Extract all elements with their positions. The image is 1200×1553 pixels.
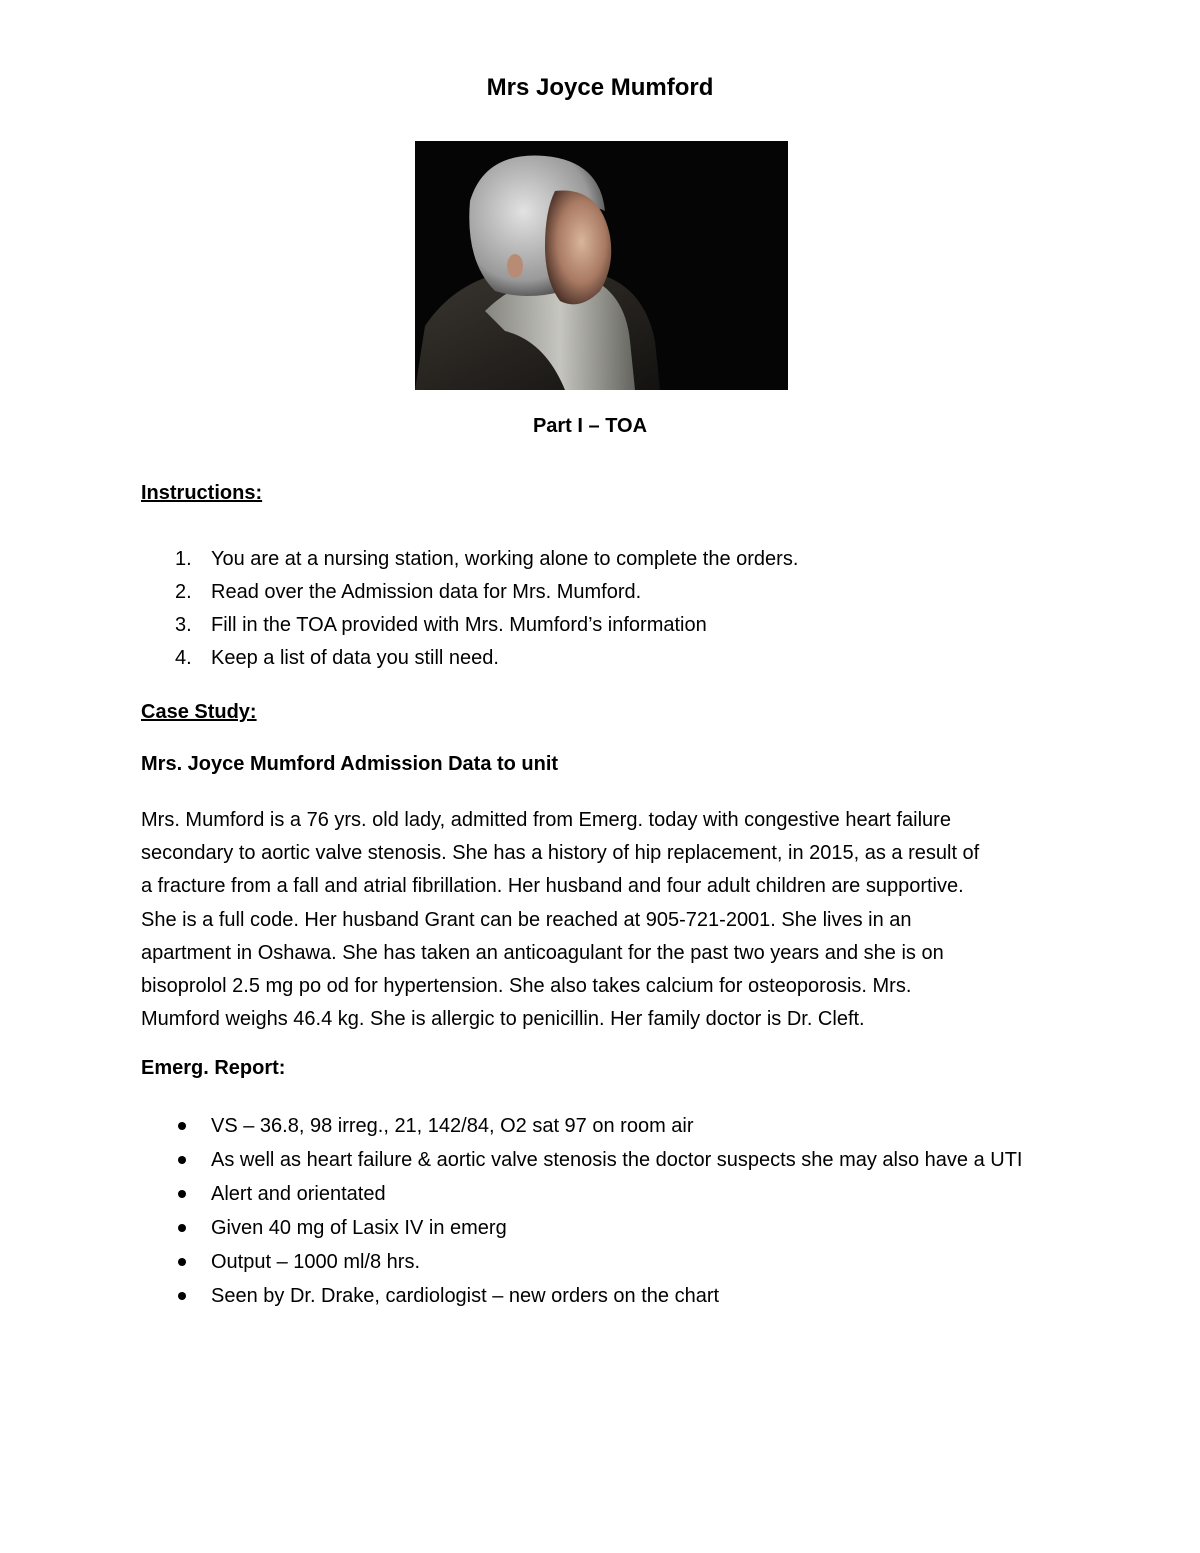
list-number: 2.	[175, 581, 192, 603]
list-item	[141, 1245, 1061, 1279]
list-item-text: Output – 1000 ml/8 hrs.	[211, 1251, 421, 1273]
case-study-heading: Case Study:	[141, 701, 257, 723]
instructions-list	[141, 548, 798, 680]
list-item-text: Fill in the TOA provided with Mrs. Mumford’s information	[211, 614, 707, 636]
list-item-text: Given 40 mg of Lasix IV in emerg	[211, 1217, 507, 1239]
list-item	[141, 1109, 1061, 1143]
bullet-icon	[178, 1224, 186, 1232]
list-item-text: Keep a list of data you still need.	[211, 647, 499, 669]
bullet-icon	[178, 1292, 186, 1300]
list-item-text: Seen by Dr. Drake, cardiologist – new orders on the chart	[211, 1285, 720, 1307]
list-item-text: VS – 36.8, 98 irreg., 21, 142/84, O2 sat 97 on room air	[211, 1115, 694, 1137]
elderly-woman-portrait-icon	[415, 141, 788, 390]
paragraph-line: secondary to aortic valve stenosis. She has a history of hip replacement, in 2015, as a result of	[141, 842, 980, 865]
instructions-section	[141, 482, 262, 504]
case-study-paragraph	[141, 804, 1061, 1036]
list-item-text: Read over the Admission data for Mrs. Mumford.	[211, 581, 642, 603]
instructions-heading: Instructions:	[141, 482, 263, 504]
bullet-icon	[178, 1122, 186, 1130]
paragraph-line: bisoprolol 2.5 mg po od for hypertension. She also takes calcium for osteoporosis. Mrs.	[141, 975, 912, 998]
bullet-icon	[178, 1258, 186, 1266]
list-number: 3.	[175, 614, 192, 636]
paragraph-line: a fracture from a fall and atrial fibrillation. Her husband and four adult children are supportive.	[141, 875, 964, 898]
emerg-report-heading: Emerg. Report:	[141, 1057, 286, 1079]
bullet-icon	[178, 1156, 186, 1164]
list-item-text: As well as heart failure & aortic valve stenosis the doctor suspects she may also have a UTI	[211, 1149, 1023, 1171]
list-number: 1.	[175, 548, 192, 570]
list-item-text: Alert and orientated	[211, 1183, 386, 1205]
part-heading: Part I – TOA	[532, 415, 648, 437]
paragraph-line: Mrs. Mumford is a 76 yrs. old lady, admitted from Emerg. today with congestive heart failure	[141, 809, 951, 831]
paragraph-line: She is a full code. Her husband Grant can be reached at 905-721-2001. She lives in an	[141, 908, 912, 931]
list-item	[141, 1279, 1061, 1313]
case-study-section	[141, 701, 257, 723]
list-item-text: You are at a nursing station, working alone to complete the orders.	[211, 548, 799, 570]
list-item	[141, 614, 798, 647]
paragraph-line: Mumford weighs 46.4 kg. She is allergic to penicillin. Her family doctor is Dr. Cleft.	[141, 1008, 865, 1031]
list-item	[141, 1143, 1061, 1177]
list-item	[141, 1211, 1061, 1245]
list-item	[141, 1177, 1061, 1211]
emerg-report-list	[141, 1109, 1061, 1313]
list-item	[141, 581, 798, 614]
bullet-icon	[178, 1190, 186, 1198]
admission-data-subheading: Mrs. Joyce Mumford Admission Data to unit	[141, 753, 559, 775]
list-number: 4.	[175, 647, 192, 669]
list-item	[141, 548, 798, 581]
patient-photo	[415, 141, 788, 390]
admission-data-subheading-wrap	[141, 753, 558, 775]
document-title: Mrs Joyce Mumford	[486, 74, 714, 101]
emerg-report-section	[141, 1057, 285, 1079]
list-item	[141, 647, 798, 680]
paragraph-line: apartment in Oshawa. She has taken an anticoagulant for the past two years and she is on	[141, 941, 944, 964]
